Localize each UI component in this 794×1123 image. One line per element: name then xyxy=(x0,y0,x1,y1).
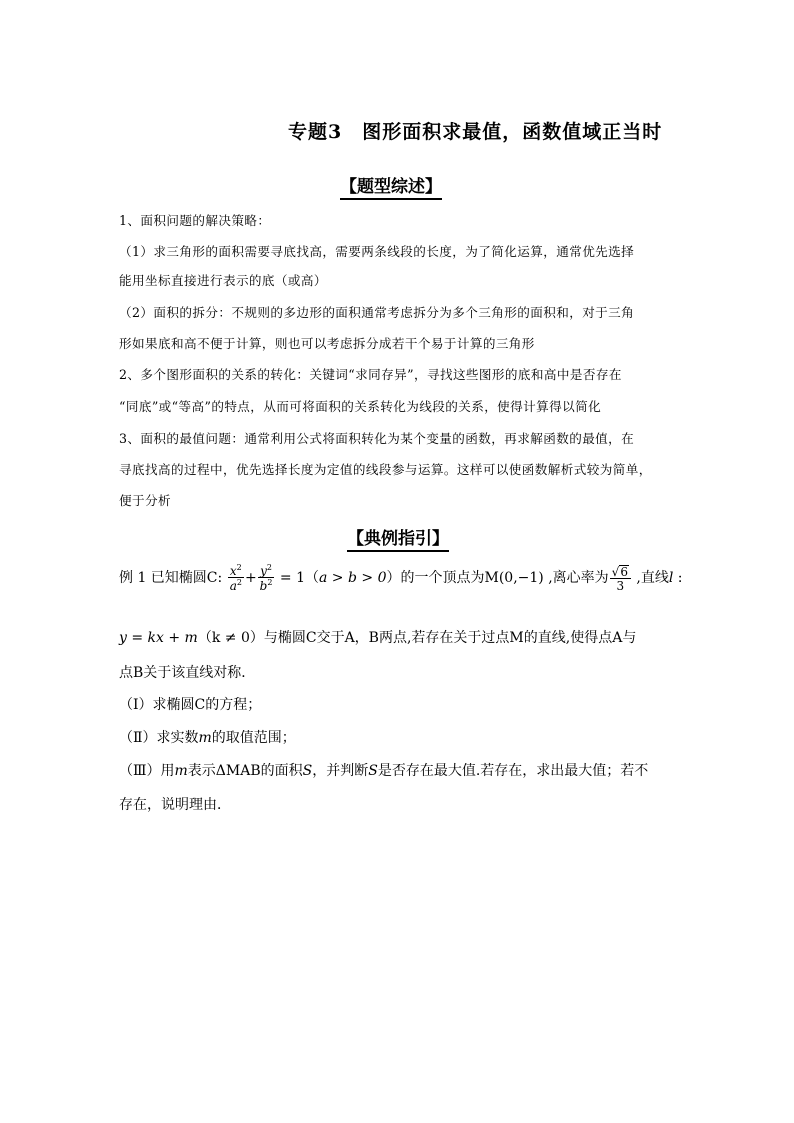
example-heading: 【典例指引】 xyxy=(347,524,449,552)
overview-line-1: 1、面积问题的解决策略： xyxy=(119,213,271,228)
overview-line-9: 寻底找高的过程中，优先选择长度为定值的线段参与运算。这样可以使函数解析式较为简单， xyxy=(119,462,652,477)
question-1: （Ⅰ）求椭圆C的方程； xyxy=(119,697,262,713)
page-title: 专题3 图形面积求最值，函数值域正当时 xyxy=(288,121,663,143)
overview-heading: 【题型综述】 xyxy=(340,172,442,200)
example-prefix: 例 1 已知椭圆C: xyxy=(119,570,227,586)
question-3-continued: 存在，说明理由． xyxy=(119,797,231,813)
question-2: （Ⅱ）求实数m的取值范围； xyxy=(119,730,296,746)
overview-line-10: 便于分析 xyxy=(119,493,171,508)
fraction-y2-b2: $\frac{y^2}{b^2}$ xyxy=(259,563,273,593)
overview-line-6: 2、多个图形面积的关系的转化：关键词“求同存异”，寻找这些图形的底和高中是否存在 xyxy=(119,367,622,382)
fraction-sqrt6-3: $\frac{√6}{3}$ xyxy=(610,565,631,592)
example-line-3: 点B关于该直线对称． xyxy=(119,665,256,681)
overview-line-7: “同底”或“等高”的特点，从而可将面积的关系转化为线段的关系，使得计算得以简化 xyxy=(119,399,602,414)
overview-line-8: 3、面积的最值问题：通常利用公式将面积转化为某个变量的函数，再求解函数的最值，在 xyxy=(119,431,635,446)
question-3: （Ⅲ）用m表示ΔMAB的面积S，并判断S是否存在最大值.若存在，求出最大值；若不 xyxy=(119,763,649,779)
example-line-2: y = kx + m（k ≠ 0）与椭圆C交于A，B两点,若存在关于过点M的直线,使得点A与 xyxy=(119,630,637,646)
overview-line-2: （1）求三角形的面积需要寻底找高，需要两条线段的长度，为了简化运算，通常优先选择 xyxy=(119,244,635,259)
overview-line-4: （2）面积的拆分：不规则的多边形的面积通常考虑拆分为多个三角形的面积和，对于三角 xyxy=(119,305,635,320)
overview-line-3: 能用坐标直接进行表示的底（或高） xyxy=(119,273,327,288)
overview-line-5: 形如果底和高不便于计算，则也可以考虑拆分成若干个易于计算的三角形 xyxy=(119,336,535,351)
example-line-1: 例 1 已知椭圆C: $\frac{x^2}{a^2}$ + $\frac{y^2}{b^2}$ = 1（a > b > 0）的一个顶点为M(0,−1) ,离心率为 $\frac{√6}{3}$ ,直线l : xyxy=(119,563,683,593)
fraction-x2-a2: $\frac{x^2}{a^2}$ xyxy=(229,563,242,593)
